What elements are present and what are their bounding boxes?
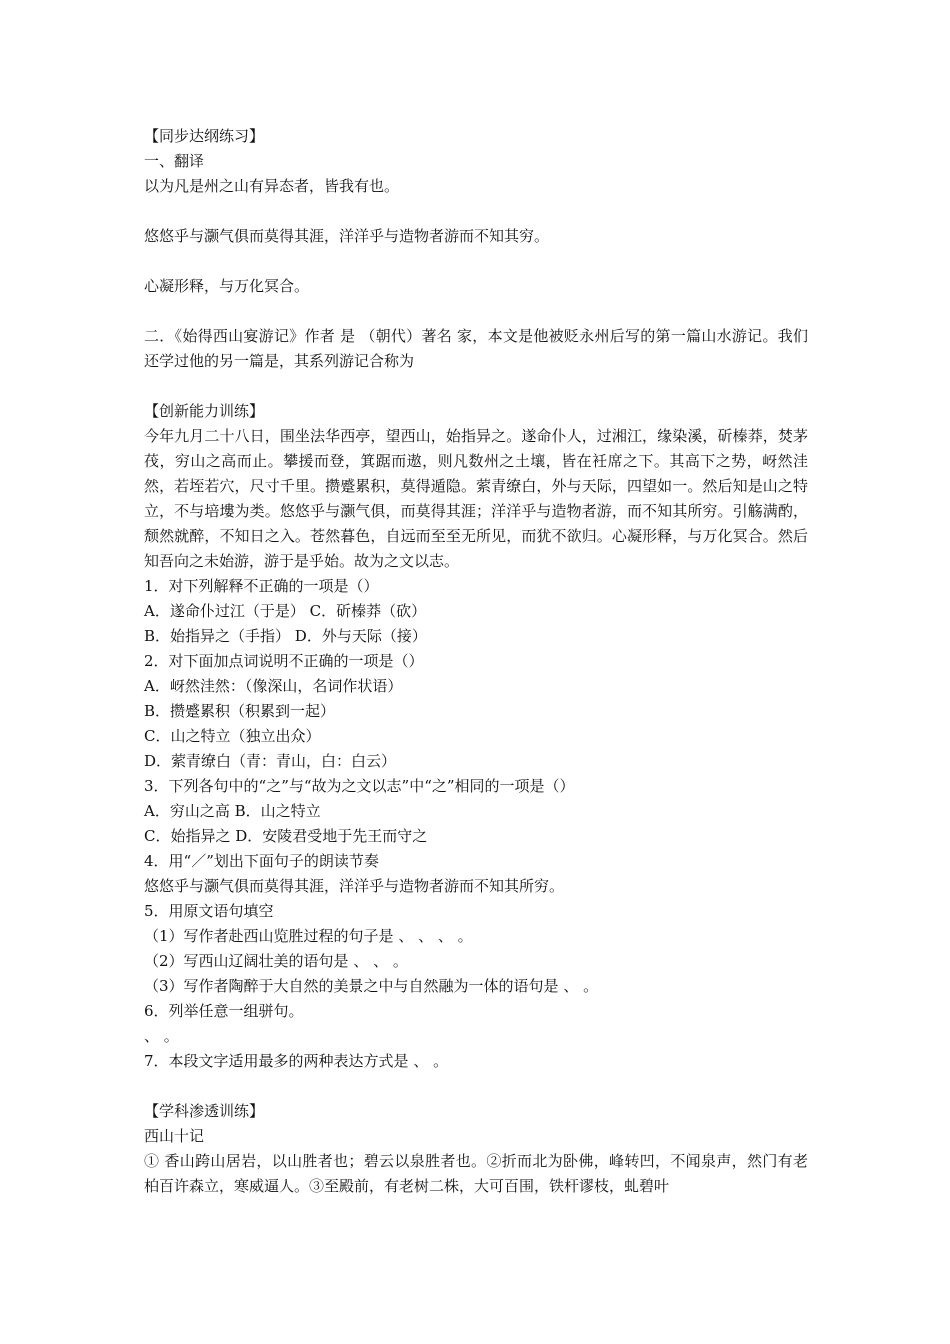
- option-line: C．山之特立（独立出众）: [144, 727, 321, 745]
- rhythm-sentence: 悠悠乎与灏气俱而莫得其涯，洋洋乎与造物者游而不知其所穷。: [144, 877, 565, 895]
- creative-training-heading: 【创新能力训练】: [144, 402, 265, 420]
- translate-item-1: 以为凡是州之山有异态者，皆我有也。: [144, 177, 400, 195]
- option-line: A．穷山之高 B．山之特立: [144, 802, 321, 820]
- translate-item-2: 悠悠乎与灏气俱而莫得其涯，洋洋乎与造物者游而不知其穷。: [144, 227, 550, 245]
- option-line: A．遂命仆过江（于是） C．斫榛莽（砍）: [144, 602, 427, 620]
- subject-training-heading: 【学科渗透训练】: [144, 1102, 265, 1120]
- fill-blank-item: （1）写作者赴西山览胜过程的句子是 、 、 、 。: [144, 927, 473, 945]
- question-line: 1．对下列解释不正确的一项是（）: [144, 577, 379, 595]
- blank-line: [144, 199, 808, 224]
- document-page: [144, 124, 808, 1199]
- fill-blank-item: （2）写西山辽阔壮美的语句是 、 、 。: [144, 952, 408, 970]
- sync-practice-heading: 【同步达纲练习】: [144, 127, 265, 145]
- question-line: 5．用原文语句填空: [144, 902, 274, 920]
- blank-line: [144, 1074, 808, 1099]
- xishan-ten-notes-title: 西山十记: [144, 1127, 205, 1145]
- fill-blank-item: （3）写作者陶醉于大自然的美景之中与自然融为一体的语句是 、 。: [144, 977, 599, 995]
- xishan-passage: 今年九月二十八日，围坐法华西亭，望西山，始指异之。遂命仆人，过湘江，缘染溪，斫榛莽，焚茅茷，穷山之高而止。攀援而登，箕踞而遨，则凡数州之土壤，皆在衽席之下。其高下之势，岈然洼然，若垤若穴，尺寸千里。攒蹙累积，莫得遁隐。萦青缭白，外与天际，四望如一。然后知是山之特立，不与培塿为类。悠悠乎与灏气俱，而莫得其涯；洋洋乎与造物者游，而不知其所穷。引觞满酌，颓然就醉，不知日之入。苍然暮色，自远而至至无所见，而犹不欲归。心凝形释，与万化冥合。然后知吾向之未始游，游于是乎始。故为之文以志。: [144, 427, 808, 570]
- question-line: 3．下列各句中的“之”与“故为之文以志”中“之”相同的一项是（）: [144, 777, 575, 795]
- translation-question-title: 一、翻译: [144, 152, 205, 170]
- option-line: D．萦青缭白（青：青山，白：白云）: [144, 752, 397, 770]
- option-line: C．始指异之 D．安陵君受地于先王而守之: [144, 827, 428, 845]
- answer-blank-line: 、 。: [144, 1027, 179, 1045]
- question-line: 4．用“／”划出下面句子的朗读节奏: [144, 852, 379, 870]
- blank-line: [144, 299, 808, 324]
- author-question: 二．《始得西山宴游记》作者 是 （朝代）著名 家，本文是他被贬永州后写的第一篇山水游记。我们还学过他的另一篇是，其系列游记合称为: [144, 327, 808, 370]
- blank-line: [144, 249, 808, 274]
- option-line: A．岈然洼然：（像深山，名词作状语）: [144, 677, 403, 695]
- xishan-ten-notes-passage: ① 香山跨山居岩，以山胜者也；碧云以泉胜者也。②折而北为卧佛，峰转凹，不闻泉声，然门有老柏百许森立，寒威逼人。③至殿前，有老树二株，大可百围，铁杆谬枝，虬碧叶: [144, 1152, 808, 1195]
- translate-item-3: 心凝形释，与万化冥合。: [144, 277, 310, 295]
- question-line: 6．列举任意一组骈句。: [144, 1002, 304, 1020]
- question-line: 7．本段文字适用最多的两种表达方式是 、 。: [144, 1052, 449, 1070]
- option-line: B．始指异之（手指） D．外与天际（接）: [144, 627, 427, 645]
- question-line: 2．对下面加点词说明不正确的一项是（）: [144, 652, 424, 670]
- option-line: B．攒蹙累积（积累到一起）: [144, 702, 336, 720]
- blank-line: [144, 374, 808, 399]
